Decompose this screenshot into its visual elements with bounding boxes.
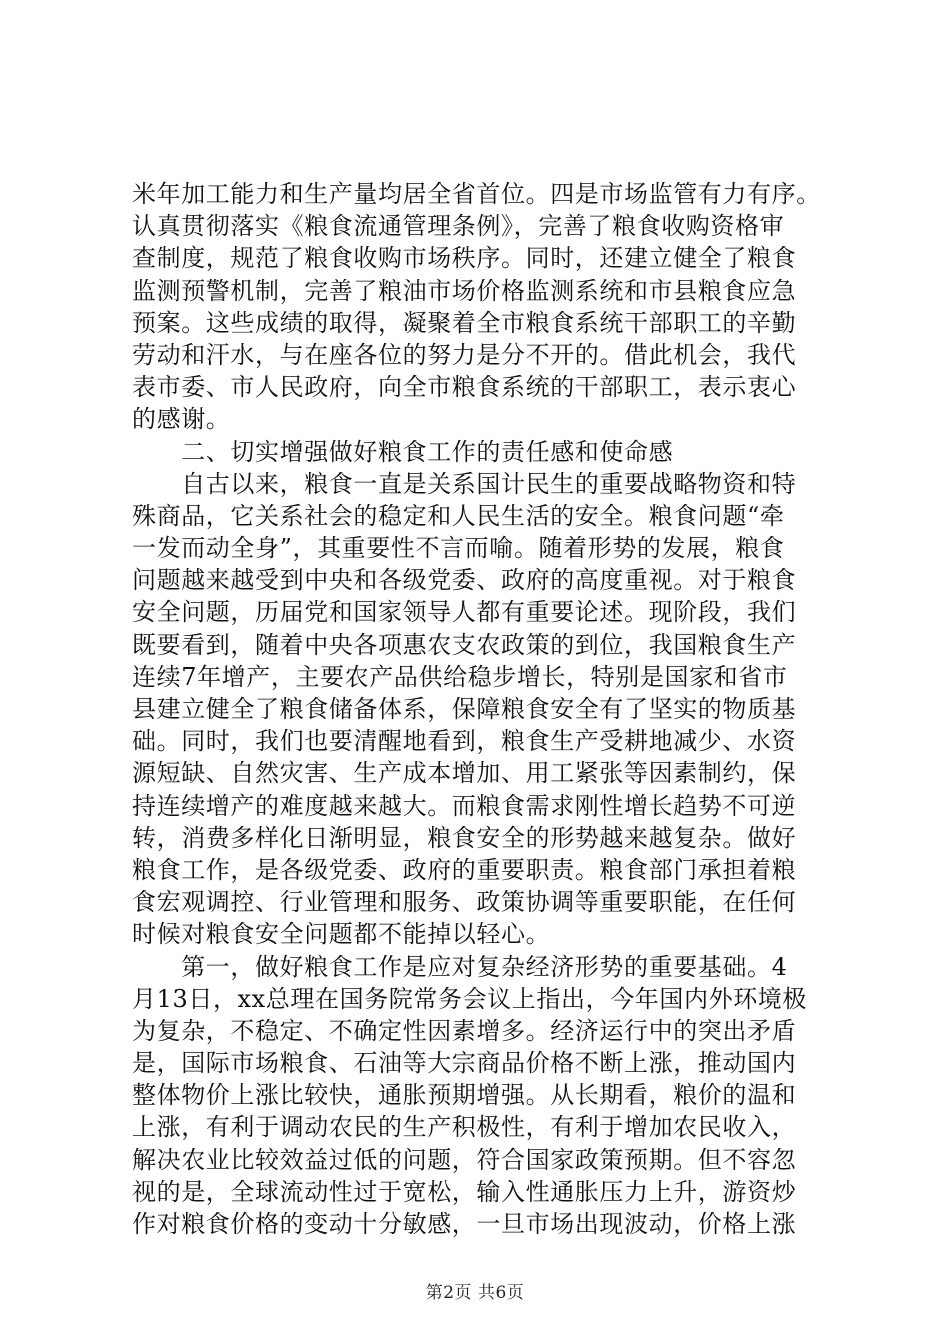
text-line: 第一，做好粮食工作是应对复杂经济形势的重要基础。4 xyxy=(132,952,788,981)
text-line: 劳动和汗水，与在座各位的努力是分不开的。借此机会，我代 xyxy=(132,340,797,369)
text-line: 解决农业比较效益过低的问题，符合国家政策预期。但不容忽 xyxy=(132,1145,797,1174)
text-line: 为复杂，不稳定、不确定性因素增多。经济运行中的突出矛盾 xyxy=(132,1016,797,1045)
text-line: 是，国际市场粮食、石油等大宗商品价格不断上涨，推动国内 xyxy=(132,1049,797,1078)
text-line: 食宏观调控、行业管理和服务、政策协调等重要职能，在任何 xyxy=(132,888,797,917)
text-line: 米年加工能力和生产量均居全省首位。四是市场监管有力有序。 xyxy=(132,180,821,208)
text-line: 既要看到，随着中央各项惠农支农政策的到位，我国粮食生产 xyxy=(132,630,797,659)
text-line: 础。同时，我们也要清醒地看到，粮食生产受耕地减少、水资 xyxy=(132,727,797,756)
text-line: 整体物价上涨比较快，通胀预期增强。从长期看，粮价的温和 xyxy=(132,1081,797,1110)
text-line: 的感谢。 xyxy=(132,405,231,434)
document-body xyxy=(132,178,828,1240)
text-line: 县建立健全了粮食储备体系，保障粮食安全有了坚实的物质基 xyxy=(132,695,797,723)
text-line: 自古以来，粮食一直是关系国计民生的重要战略物资和特 xyxy=(132,469,797,498)
text-line: 安全问题，历届党和国家领导人都有重要论述。现阶段，我们 xyxy=(132,598,797,627)
text-line: 表市委、市人民政府，向全市粮食系统的干部职工，表示衷心 xyxy=(132,373,797,402)
text-line: 粮食工作，是各级党委、政府的重要职责。粮食部门承担着粮 xyxy=(132,855,797,884)
text-line: 预案。这些成绩的取得，凝聚着全市粮食系统干部职工的辛勤 xyxy=(132,308,797,337)
text-line: 视的是，全球流动性过于宽松，输入性通胀压力上升，游资炒 xyxy=(132,1177,797,1206)
text-line: 持连续增产的难度越来越大。而粮食需求刚性增长趋势不可逆 xyxy=(132,791,797,820)
text-line: 作对粮食价格的变动十分敏感，一旦市场出现波动，价格上涨 xyxy=(132,1210,797,1238)
text-line: 源短缺、自然灾害、生产成本增加、用工紧张等因素制约，保 xyxy=(132,759,797,788)
text-line: 月13日，xx总理在国务院常务会议上指出，今年国内外环境极 xyxy=(132,984,808,1013)
text-line: 殊商品，它关系社会的稳定和人民生活的安全。粮食问题“牵 xyxy=(132,501,785,530)
text-line: 连续7年增产，主要农产品供给稳步增长，特别是国家和省市 xyxy=(132,662,788,691)
text-line: 监测预警机制，完善了粮油市场价格监测系统和市县粮食应急 xyxy=(132,276,797,305)
text-line: 转，消费多样化日渐明显，粮食安全的形势越来越复杂。做好 xyxy=(132,823,797,852)
text-line: 认真贯彻落实《粮食流通管理条例》，完善了粮食收购资格审 xyxy=(132,212,785,241)
text-line: 查制度，规范了粮食收购市场秩序。同时，还建立健全了粮食 xyxy=(132,244,797,273)
text-line: 二、切实增强做好粮食工作的责任感和使命感 xyxy=(132,437,674,466)
text-line: 时候对粮食安全问题都不能掉以轻心。 xyxy=(132,920,551,949)
text-line: 问题越来越受到中央和各级党委、政府的高度重视。对于粮食 xyxy=(132,566,797,595)
text-line: 一发而动全身”，其重要性不言而喻。随着形势的发展，粮食 xyxy=(132,534,785,563)
text-line: 上涨，有利于调动农民的生产积极性，有利于增加农民收入， xyxy=(132,1113,797,1142)
page-footer: 第2页 共6页 xyxy=(425,1283,525,1303)
